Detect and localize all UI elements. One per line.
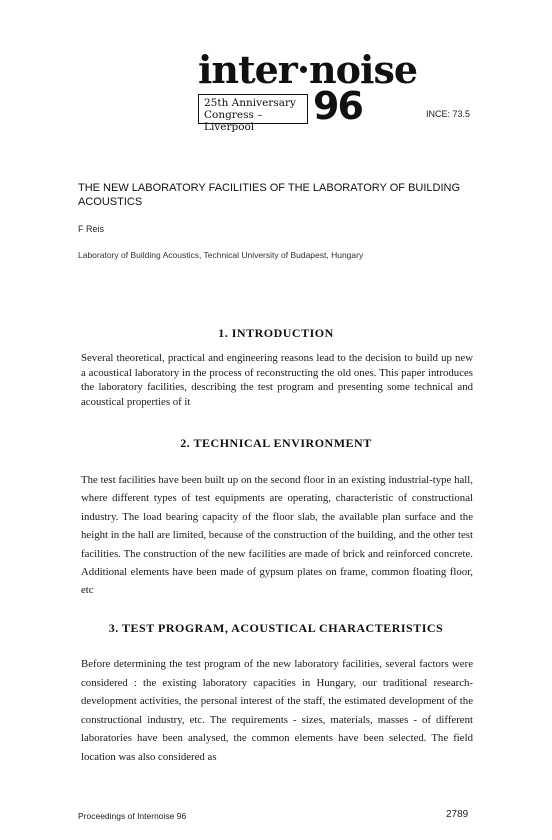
title-line-2: ACOUSTICS [78,196,143,208]
author: F Reis [78,224,105,234]
section-text-technical-environment: The test facilities have been built up on the second floor in an existing industrial-type hall, where different types of test equipments are operating, characteristic of constructional industry. The load bearing capacity of the floor slab, the available plan surface and the height in the hall are limited, because of the construction of the building, and the other test facilities. The construction of the new facilities are made of brick and reinforced concrete. Additional elements have been made of gypsum plates on frame, common floating floor, etc [81,474,473,597]
congress-line: Congress – Liverpool [204,109,263,133]
title-line-1: THE NEW LABORATORY FACILITIES OF THE LABORATORY OF BUILDING [78,182,461,194]
section-text-test-program: Before determining the test program of the new laboratory facilities, several factors were considered : the existing laboratory capacities in Hungary, our traditional research-development activities, the personal interest of the staff, the estimated development of the constructional industry, etc. The requirements - sizes, materials, masses - of different laboratories have been analysed, the common elements have been selected. The field location was also considered as [81,658,473,763]
proceedings-footer: Proceedings of Internoise 96 [78,811,187,821]
section-text-introduction: Several theoretical, practical and engineering reasons lead to the decision to build up new a acoustical laboratory in the process of reconstructing the old ones. This paper introduces the laboratory facilities, describing the test program and presenting some technical and acoustical properties of it [81,352,473,408]
section-heading-introduction: 1. INTRODUCTION [218,326,334,340]
page-number: 2789 [446,809,469,820]
ince-code: INCE: 73.5 [426,109,471,119]
anniversary-box [198,94,308,133]
anniversary-line: 25th Anniversary [204,97,296,109]
logo-year: 96 [313,84,362,128]
internoise-logo: inter·noise [198,47,418,92]
affiliation: Laboratory of Building Acoustics, Technical University of Budapest, Hungary [78,250,364,260]
section-heading-test-program: 3. TEST PROGRAM, ACOUSTICAL CHARACTERISTICS [108,621,444,635]
section-heading-technical-environment: 2. TECHNICAL ENVIRONMENT [180,436,372,450]
paper-title [78,181,498,209]
